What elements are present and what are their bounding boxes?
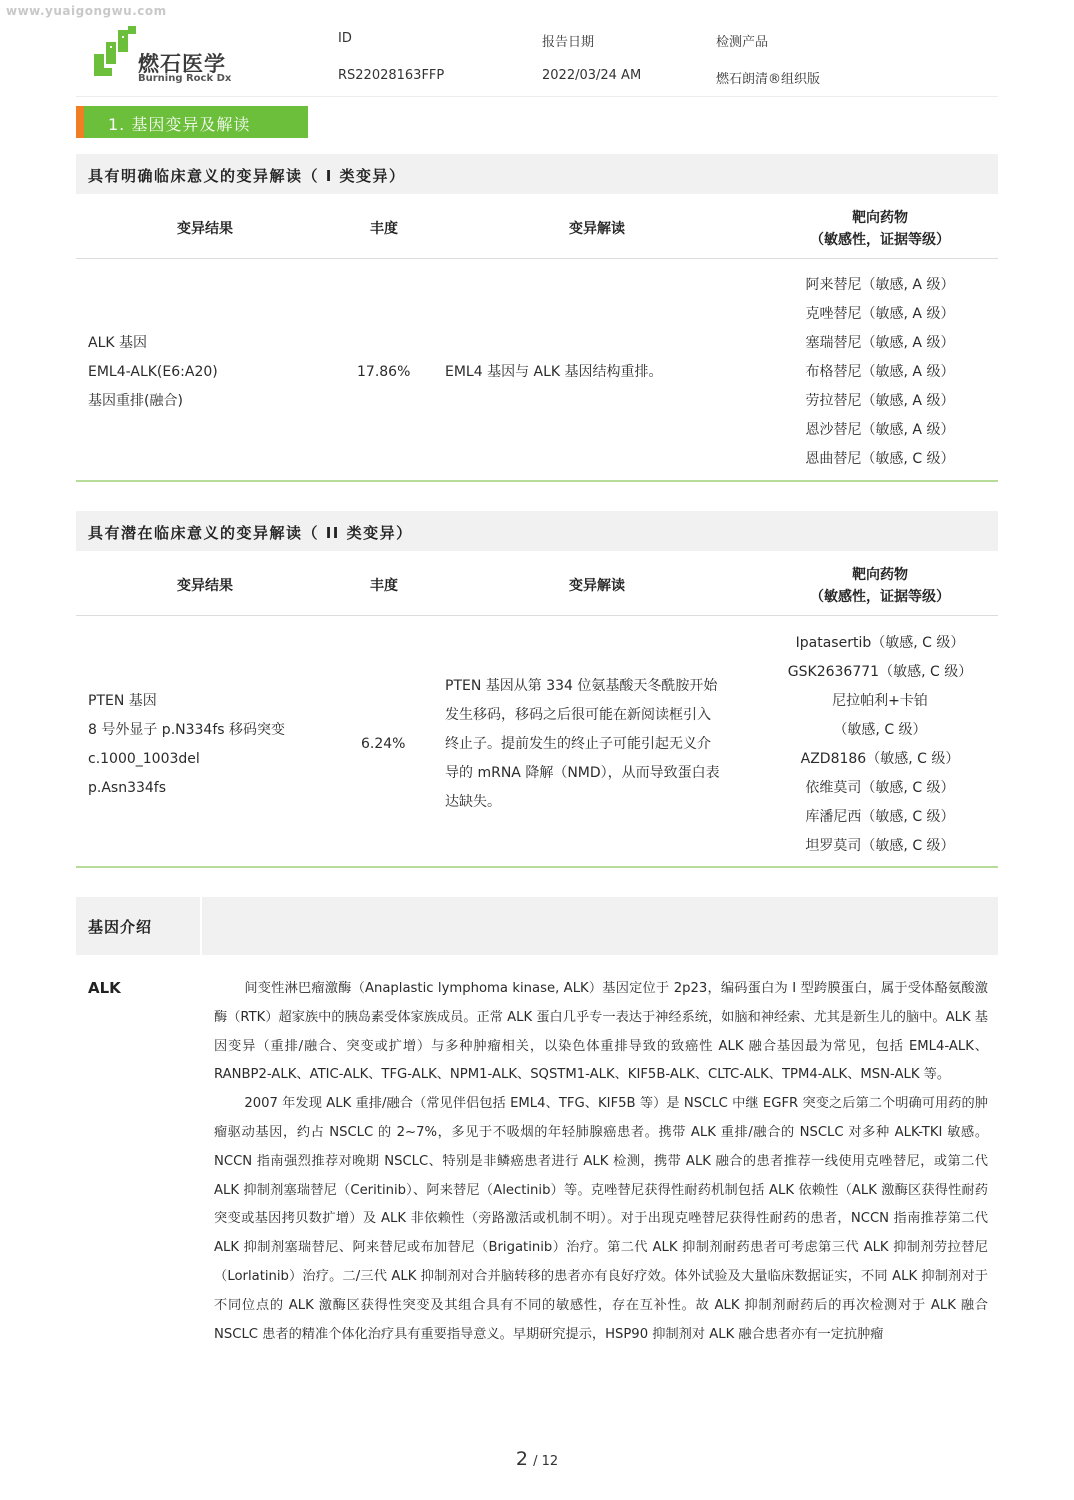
variant-exon: 8 号外显子 p.N334fs 移码突变	[88, 722, 286, 738]
drug-item: 塞瑞替尼（敏感, A 级）	[805, 335, 955, 351]
table2-header-drugs: 靶向药物	[852, 567, 908, 583]
table1-title: 具有明确临床意义的变异解读（ I 类变异）	[88, 167, 406, 185]
drug-item: 恩沙替尼（敏感, A 级）	[805, 422, 955, 438]
page-current: 2	[515, 1448, 528, 1470]
logo-english-name: Burning Rock Dx	[138, 73, 232, 84]
gene-intro-body	[214, 975, 988, 1349]
drug-item: 恩曲替尼（敏感, C 级）	[805, 451, 955, 467]
gene-intro-paragraph: 间变性淋巴瘤激酶（Anaplastic lymphoma kinase, ALK）基因定位于 2p23，编码蛋白为 I 型跨膜蛋白，属于受体酪氨酸激酶（RTK）超家族中的胰岛素受体家族成员。正常 ALK 蛋白几乎专一表达于神经系统，如脑和神经索、尤其是新生儿的脑中。ALK 基因变异（重排/融合、突变或扩增）与多种肿瘤相关，以染色体重排导致的致癌性 ALK 融合基因最为常见，包括 EML4-ALK、RANBP2-ALK、ATIC-ALK、TFG-ALK、NPM1-ALK、SQSTM1-ALK、KIF5B-ALK、CLTC-ALK、TPM4-ALK、MSN-ALK 等。	[214, 981, 988, 1083]
gene-intro-title-bar	[76, 897, 998, 955]
report-date-value: 2022/03/24 AM	[542, 68, 642, 83]
table2-interpretation-text	[445, 672, 720, 817]
product-value: 燃石朗清®组织版	[716, 72, 821, 87]
table2-variant-result	[88, 687, 285, 803]
id-value: RS22028163FFP	[338, 68, 445, 83]
table1-abundance-value: 17.86%	[357, 364, 411, 380]
interpretation-line: PTEN 基因从第 334 位氨基酸天冬酰胺开始	[445, 678, 718, 694]
interpretation-line: 终止子。提前发生的终止子可能引起无义介	[445, 736, 711, 752]
burning-rock-logo-icon	[92, 24, 138, 82]
table2-title: 具有潜在临床意义的变异解读（ II 类变异）	[88, 524, 413, 542]
table2-header-interpretation: 变异解读	[569, 578, 625, 594]
table1-interpretation-text: EML4 基因与 ALK 基因结构重排。	[445, 364, 663, 380]
logo-chinese-name: 燃石医学	[138, 52, 226, 76]
table2-header-abundance: 丰度	[370, 578, 398, 594]
page-number	[0, 1448, 1074, 1470]
table1-header-result: 变异结果	[177, 221, 233, 237]
drug-item: GSK2636771（敏感, C 级）	[787, 664, 973, 680]
watermark-text: www.yuaigongwu.com	[6, 4, 167, 18]
table1-header-drugs-sub: （敏感性，证据等级）	[810, 232, 950, 248]
drug-item: 劳拉替尼（敏感, A 级）	[805, 393, 955, 409]
interpretation-line: 导的 mRNA 降解（NMD），从而导致蛋白表	[445, 765, 720, 781]
table2-bottom-rule	[76, 866, 998, 868]
variant-gene: ALK 基因	[88, 335, 148, 351]
drug-item: 阿来替尼（敏感, A 级）	[805, 277, 955, 293]
table1-header-abundance: 丰度	[370, 221, 398, 237]
page-total: / 12	[533, 1454, 559, 1469]
header-divider	[76, 96, 998, 97]
drug-item: 克唑替尼（敏感, A 级）	[805, 306, 955, 322]
table1-header-rule	[76, 258, 998, 259]
table2-header-result: 变异结果	[177, 578, 233, 594]
variant-cdna: c.1000_1003del	[88, 751, 200, 767]
drug-item: AZD8186（敏感, C 级）	[800, 751, 960, 767]
interpretation-line: 达缺失。	[445, 794, 501, 810]
gene-intro-bar-separator	[200, 897, 202, 955]
gene-intro-paragraph: 2007 年发现 ALK 重排/融合（常见伴侣包括 EML4、TFG、KIF5B 等）是 NSCLC 中继 EGFR 突变之后第二个明确可用药的肿瘤驱动基因，约占 NSCLC 的 2~7%，多见于不吸烟的年轻肺腺癌患者。携带 ALK 重排/融合的 NSCLC 对多种 ALK-TKI 敏感。NCCN 指南强烈推荐对晚期 NSCLC、特别是非鳞癌患者进行 ALK 检测，携带 ALK 融合的患者推荐一线使用克唑替尼，或第二代 ALK 抑制剂塞瑞替尼（Ceritinib）、阿来替尼（Alectinib）等。克唑替尼获得性耐药机制包括 ALK 依赖性（ALK 激酶区获得性耐药突变或基因拷贝数扩增）及 ALK 非依赖性（旁路激活或机制不明）。对于出现克唑替尼获得性耐药的患者，NCCN 指南推荐第二代 ALK 抑制剂塞瑞替尼、阿来替尼或布加替尼（Brigatinib）治疗。第二代 ALK 抑制剂耐药患者可考虑第三代 ALK 抑制剂劳拉替尼（Lorlatinib）治疗。二/三代 ALK 抑制剂对合并脑转移的患者亦有良好疗效。体外试验及大量临床数据证实，不同 ALK 抑制剂对于不同位点的 ALK 激酶区获得性突变及其组合具有不同的敏感性，存在互补性。故 ALK 抑制剂耐药后的再次检测对于 ALK 融合 NSCLC 患者的精准个体化治疗具有重要指导意义。早期研究提示，HSP90 抑制剂对 ALK 融合患者亦有一定抗肿瘤	[214, 1096, 988, 1342]
section-banner-accent	[76, 106, 84, 138]
interpretation-line: 发生移码，移码之后很可能在新阅读框引入	[445, 707, 711, 723]
drug-item: （敏感, C 级）	[833, 722, 927, 738]
drug-item: 尼拉帕利+卡铂	[832, 693, 928, 709]
variant-fusion: EML4-ALK(E6:A20)	[88, 364, 218, 380]
table2-drug-list	[770, 629, 990, 861]
table2-header-drugs-sub: （敏感性，证据等级）	[810, 589, 950, 605]
variant-gene: PTEN 基因	[88, 693, 157, 709]
table1-bottom-rule	[76, 480, 998, 482]
product-label: 检测产品	[716, 35, 769, 50]
table2-header-rule	[76, 615, 998, 616]
table1-header-interpretation: 变异解读	[569, 221, 625, 237]
drug-item: 库潘尼西（敏感, C 级）	[805, 809, 955, 825]
report-date-label: 报告日期	[542, 35, 595, 50]
table1-variant-result	[88, 329, 218, 416]
gene-intro-title: 基因介绍	[88, 918, 153, 936]
gene-name-label: ALK	[88, 979, 121, 997]
drug-item: 布格替尼（敏感, A 级）	[805, 364, 955, 380]
id-label: ID	[338, 31, 352, 46]
drug-item: 依维莫司（敏感, C 级）	[805, 780, 955, 796]
table1-drug-list	[780, 271, 980, 474]
variant-protein: p.Asn334fs	[88, 780, 167, 796]
table1-header-drugs: 靶向药物	[852, 210, 908, 226]
drug-item: Ipatasertib（敏感, C 级）	[795, 635, 965, 651]
section-title: 1. 基因变异及解读	[108, 115, 251, 134]
table2-abundance-value: 6.24%	[361, 736, 406, 752]
drug-item: 坦罗莫司（敏感, C 级）	[805, 838, 955, 854]
variant-type: 基因重排(融合)	[88, 393, 183, 409]
